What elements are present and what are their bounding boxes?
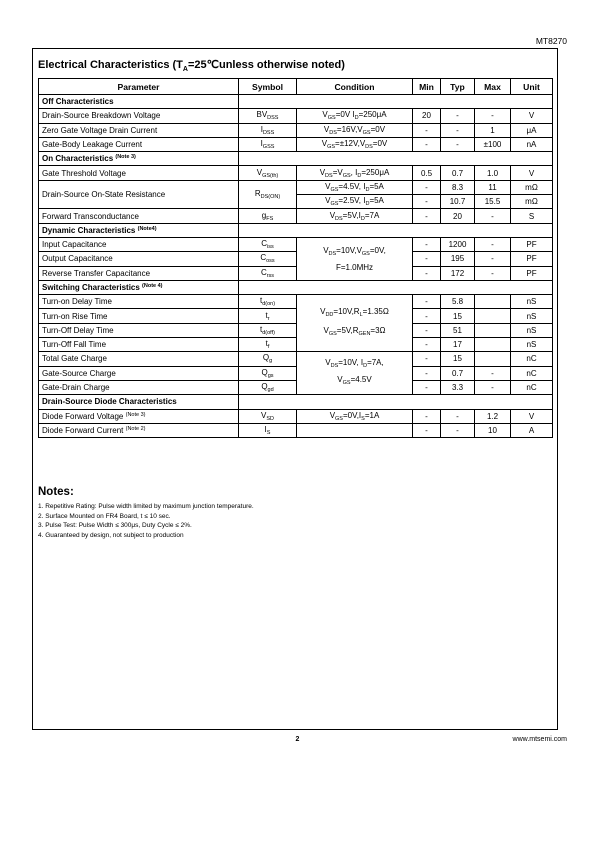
group-row-off (39, 95, 553, 109)
unit-cell: μA (511, 123, 553, 137)
min-cell: - (413, 123, 441, 137)
min-cell: - (413, 309, 441, 323)
param-cell: Turn-on Delay Time (39, 295, 239, 309)
min-cell: 20 (413, 109, 441, 123)
symbol-cell: $I_{GSS}$ (239, 137, 297, 151)
table-row (39, 409, 553, 423)
param-cell: Total Gate Charge (39, 352, 239, 366)
min-cell: - (413, 137, 441, 151)
max-cell: 11 (475, 180, 511, 194)
condition-cell: $V_{DS}=10V,V_{GS}=0V$, F=1.0MHz (297, 237, 413, 280)
table-row (39, 266, 553, 280)
condition-cell: $V_{DS}=16V,V_{GS}=0V$ (297, 123, 413, 137)
param-cell: Diode Forward Current $^{(Note 2)}$ (39, 423, 239, 437)
unit-cell: nA (511, 137, 553, 151)
table-row (39, 166, 553, 180)
col-header-typ: Typ (441, 79, 475, 95)
condition-cell: $V_{DD}=10V,R_L=1.35\Omega$ $V_{GS}=5V,R_{GEN}=3\Omega$ (297, 295, 413, 352)
min-cell: - (413, 209, 441, 223)
max-cell: 1 (475, 123, 511, 137)
typ-cell: 17 (441, 338, 475, 352)
min-cell: - (413, 423, 441, 437)
group-title: On Characteristics $^{(Note 3)}$ (39, 152, 239, 166)
note-ref: (Note 3) (115, 154, 136, 161)
typ-cell: 15 (441, 309, 475, 323)
symbol-cell: $t_f$ (239, 338, 297, 352)
unit-cell: S (511, 209, 553, 223)
symbol-cell: $I_S$ (239, 423, 297, 437)
max-cell: - (475, 252, 511, 266)
condition-cell: $V_{DS}=V_{GS}$, $I_D=250\mu A$ (297, 166, 413, 180)
max-cell (475, 309, 511, 323)
typ-cell: - (441, 137, 475, 151)
max-cell: 10 (475, 423, 511, 437)
notes-title: Notes: (38, 486, 74, 498)
typ-cell: 172 (441, 266, 475, 280)
condition-cell: $V_{GS}=0V,I_S=1A$ (297, 409, 413, 423)
group-row-on (39, 152, 553, 166)
symbol-cell: $Q_g$ (239, 352, 297, 366)
table-row (39, 252, 553, 266)
group-title: Switching Characteristics $^{(Note 4)}$ (39, 280, 239, 294)
table-row (39, 380, 553, 394)
min-cell: - (413, 352, 441, 366)
max-cell: 1.2 (475, 409, 511, 423)
condition-cell: $V_{GS}=2.5V$, $I_D=5A$ (297, 195, 413, 209)
table-row (39, 237, 553, 251)
table-row (39, 295, 553, 309)
table-row (39, 352, 553, 366)
table-row (39, 309, 553, 323)
unit-cell: nS (511, 338, 553, 352)
part-number: MT8270 (535, 36, 567, 46)
typ-cell: 3.3 (441, 380, 475, 394)
table-row (39, 123, 553, 137)
max-cell (475, 295, 511, 309)
max-cell (475, 338, 511, 352)
unit-cell: V (511, 166, 553, 180)
symbol-cell: $C_{rss}$ (239, 266, 297, 280)
unit-cell: PF (511, 252, 553, 266)
unit-cell: V (511, 109, 553, 123)
group-row-switching (39, 280, 553, 294)
table-row (39, 180, 553, 194)
param-cell: Turn-Off Delay Time (39, 323, 239, 337)
col-header-condition: Condition (297, 79, 413, 95)
note-item: 3. Pulse Test: Pulse Width ≤ 300μs, Duty Cycle ≤ 2%. (38, 522, 192, 529)
max-cell (475, 323, 511, 337)
param-cell: Input Capacitance (39, 237, 239, 251)
min-cell: - (413, 237, 441, 251)
symbol-cell: $g_{FS}$ (239, 209, 297, 223)
col-header-min: Min (413, 79, 441, 95)
typ-cell: 0.7 (441, 366, 475, 380)
max-cell (475, 352, 511, 366)
min-cell: - (413, 380, 441, 394)
min-cell: - (413, 338, 441, 352)
note-item: 1. Repetitive Rating: Pulse width limited by maximum junction temperature. (38, 503, 254, 510)
max-cell: 1.0 (475, 166, 511, 180)
min-cell: 0.5 (413, 166, 441, 180)
unit-cell: nS (511, 323, 553, 337)
note-item: 2. Surface Mounted on FR4 Board, t ≤ 10 sec. (38, 512, 171, 520)
typ-cell: 8.3 (441, 180, 475, 194)
table-row (39, 366, 553, 380)
max-cell: ±100 (475, 137, 511, 151)
param-cell: Gate-Drain Charge (39, 380, 239, 394)
note-item: 4. Guaranteed by design, not subject to production (38, 531, 184, 539)
param-cell: Gate-Source Charge (39, 366, 239, 380)
col-header-parameter: Parameter (39, 79, 239, 95)
condition-cell: $V_{DS}=5V,I_D=7A$ (297, 209, 413, 223)
group-title: Drain-Source Diode Characteristics (39, 395, 239, 409)
unit-cell: nS (511, 295, 553, 309)
min-cell: - (413, 180, 441, 194)
note-ref: (Note4) (137, 225, 157, 232)
param-cell: Turn-Off Fall Time (39, 338, 239, 352)
symbol-cell: $Q_{gs}$ (239, 366, 297, 380)
typ-cell: 10.7 (441, 195, 475, 209)
table-row (39, 109, 553, 123)
table-row (39, 209, 553, 223)
min-cell: - (413, 252, 441, 266)
typ-cell: 20 (441, 209, 475, 223)
unit-cell: nS (511, 309, 553, 323)
typ-cell: 5.8 (441, 295, 475, 309)
table-row (39, 423, 553, 437)
param-cell: Drain-Source Breakdown Voltage (39, 109, 239, 123)
param-cell: Drain-Source On-State Resistance (39, 180, 239, 209)
condition-cell: $V_{GS}=0V$ $I_D=250\mu A$ (297, 109, 413, 123)
typ-cell: - (441, 409, 475, 423)
param-cell: Diode Forward Voltage $^{(Note 3)}$ (39, 409, 239, 423)
typ-cell: 15 (441, 352, 475, 366)
unit-cell: A (511, 423, 553, 437)
typ-cell: 1200 (441, 237, 475, 251)
notes-list (38, 502, 254, 540)
typ-cell: - (441, 423, 475, 437)
unit-cell: mΩ (511, 180, 553, 194)
symbol-cell: $I_{DSS}$ (239, 123, 297, 137)
section-title: Electrical Characteristics ($T_A=25℃unless$ otherwise noted) (38, 59, 345, 74)
symbol-cell: $Q_{gd}$ (239, 380, 297, 394)
unit-cell: nC (511, 352, 553, 366)
condition-cell: $V_{DS}=10V$, $I_D=7A$, $V_{GS}=4.5V$ (297, 352, 413, 395)
footer-url: www.mtsemi.com (512, 736, 567, 743)
max-cell: - (475, 380, 511, 394)
min-cell: - (413, 366, 441, 380)
typ-cell: 0.7 (441, 166, 475, 180)
min-cell: - (413, 266, 441, 280)
param-cell: Gate-Body Leakage Current (39, 137, 239, 151)
electrical-characteristics-table (38, 78, 553, 438)
max-cell: - (475, 237, 511, 251)
symbol-cell: $C_{iss}$ (239, 237, 297, 251)
group-title: Off Characteristics (39, 95, 239, 109)
symbol-cell: $C_{oss}$ (239, 252, 297, 266)
unit-cell: PF (511, 237, 553, 251)
symbol-cell: $t_{d(on)}$ (239, 295, 297, 309)
min-cell: - (413, 409, 441, 423)
table-row (39, 323, 553, 337)
table-header-row (39, 79, 553, 95)
col-header-unit: Unit (511, 79, 553, 95)
param-cell: Gate Threshold Voltage (39, 166, 239, 180)
condition-cell (297, 423, 413, 437)
unit-cell: mΩ (511, 195, 553, 209)
condition-cell: $V_{GS}=\pm 12V,V_{DS}=0V$ (297, 137, 413, 151)
unit-cell: PF (511, 266, 553, 280)
typ-cell: 51 (441, 323, 475, 337)
condition-cell: $V_{GS}=4.5V$, $I_D=5A$ (297, 180, 413, 194)
table-row (39, 338, 553, 352)
page-number: 2 (295, 736, 300, 743)
col-header-symbol: Symbol (239, 79, 297, 95)
max-cell: 15.5 (475, 195, 511, 209)
unit-cell: nC (511, 380, 553, 394)
param-cell: Reverse Transfer Capacitance (39, 266, 239, 280)
typ-cell: - (441, 123, 475, 137)
symbol-cell: $V_{GS(th)}$ (239, 166, 297, 180)
min-cell: - (413, 323, 441, 337)
note-ref: (Note 3) (125, 411, 146, 418)
note-ref: (Note 2) (125, 425, 146, 432)
min-cell: - (413, 295, 441, 309)
max-cell: - (475, 209, 511, 223)
param-cell: Output Capacitance (39, 252, 239, 266)
symbol-cell: $t_{d(off)}$ (239, 323, 297, 337)
typ-cell: - (441, 109, 475, 123)
symbol-cell: $V_{SD}$ (239, 409, 297, 423)
max-cell: - (475, 366, 511, 380)
group-title: Dynamic Characteristics $^{(Note4)}$ (39, 223, 239, 237)
typ-cell: 195 (441, 252, 475, 266)
group-row-diode (39, 395, 553, 409)
unit-cell: nC (511, 366, 553, 380)
param-cell: Forward Transconductance (39, 209, 239, 223)
unit-cell: V (511, 409, 553, 423)
param-cell: Turn-on Rise Time (39, 309, 239, 323)
note-ref: (Note 4) (142, 283, 163, 289)
group-row-dynamic (39, 223, 553, 237)
symbol-cell: $BV_{DSS}$ (239, 109, 297, 123)
max-cell: - (475, 109, 511, 123)
col-header-max: Max (475, 79, 511, 95)
min-cell: - (413, 195, 441, 209)
table-row (39, 137, 553, 151)
symbol-cell: $R_{DS(ON)}$ (239, 180, 297, 209)
max-cell: - (475, 266, 511, 280)
param-cell: Zero Gate Voltage Drain Current (39, 123, 239, 137)
symbol-cell: $t_r$ (239, 309, 297, 323)
